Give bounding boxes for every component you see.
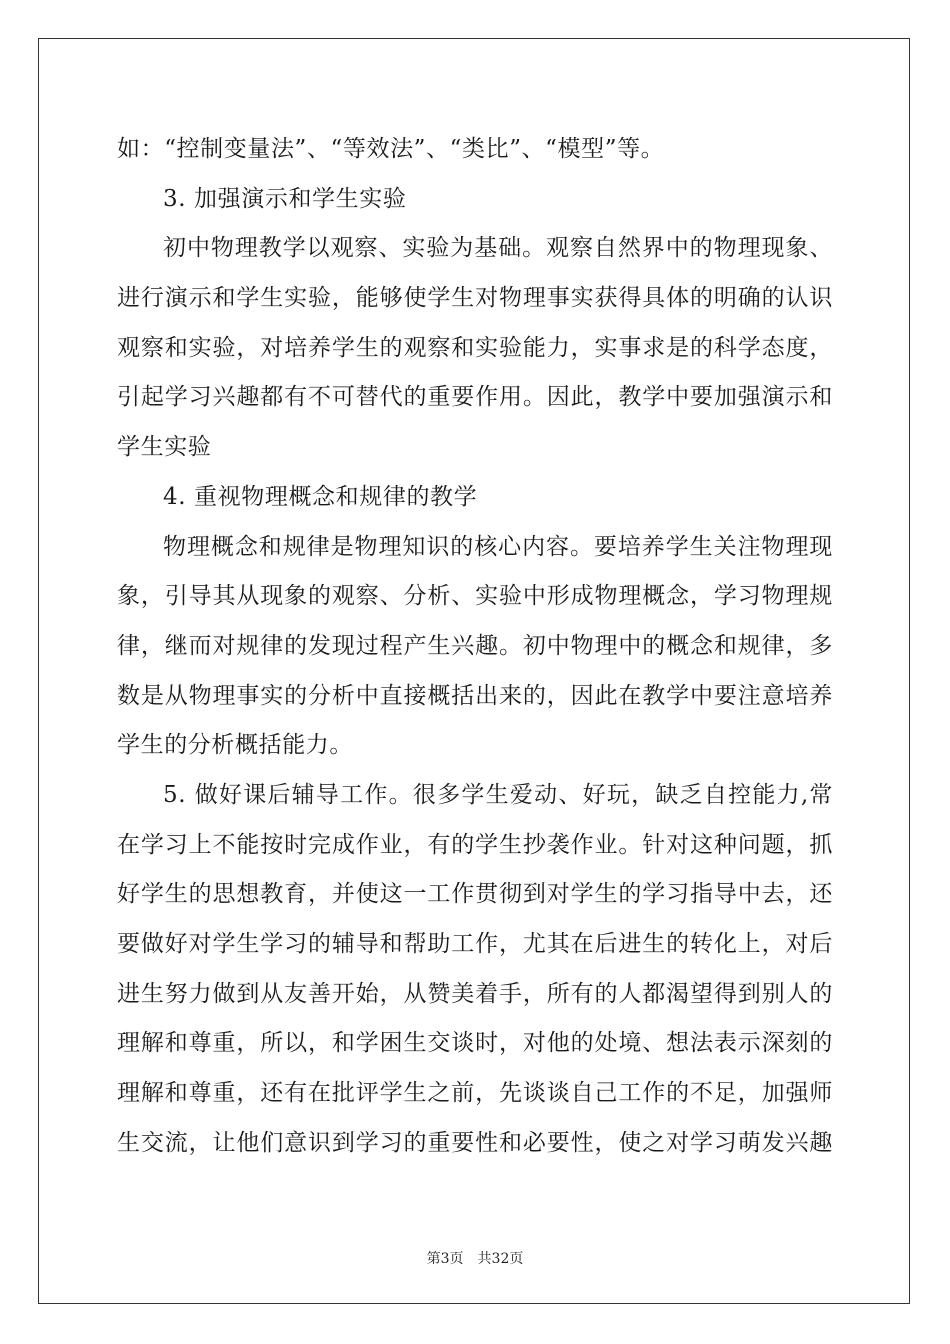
text-line: 理解和尊重，还有在批评学生之前，先谈谈自己工作的不足，加强师 bbox=[117, 1080, 833, 1107]
text-line: 要做好对学生学习的辅导和帮助工作，尤其在后进生的转化上，对后 bbox=[117, 931, 833, 957]
text-line: 物理概念和规律是物理知识的核心内容。要培养学生关注物理现 bbox=[163, 533, 833, 560]
section-heading-4: 4. 重视物理概念和规律的教学 bbox=[163, 483, 478, 510]
text-line: 引起学习兴趣都有不可替代的重要作用。因此，教学中要加强演示和 bbox=[117, 384, 833, 411]
page-footer bbox=[0, 1248, 950, 1268]
text-line: 在学习上不能按时完成作业，有的学生抄袭作业。针对这种问题，抓 bbox=[117, 831, 833, 858]
text-line: 生交流，让他们意识到学习的重要性和必要性，使之对学习萌发兴趣 bbox=[117, 1129, 833, 1156]
text-line: 学生的分析概括能力。 bbox=[117, 732, 353, 759]
text-line: 进行演示和学生实验，能够使学生对物理事实获得具体的明确的认识 bbox=[117, 285, 833, 312]
section-heading-5: 5. 做好课后辅导工作。很多学生爱动、好玩，缺乏自控能力,常 bbox=[163, 781, 833, 808]
text-line: 数是从物理事实的分析中直接概括出来的，因此在教学中要注意培养 bbox=[117, 682, 833, 709]
text-line: 如：“控制变量法”、“等效法”、“类比”、“模型”等。 bbox=[117, 136, 665, 162]
text-line: 进生努力做到从友善开始，从赞美着手，所有的人都渴望得到别人的 bbox=[117, 980, 833, 1007]
document-body bbox=[117, 125, 833, 1168]
text-line: 观察和实验，对培养学生的观察和实验能力，实事求是的科学态度， bbox=[117, 334, 833, 361]
text-line: 初中物理教学以观察、实验为基础。观察自然界中的物理现象、 bbox=[163, 235, 833, 262]
text-line: 学生实验 bbox=[117, 434, 212, 461]
text-line: 象，引导其从现象的观察、分析、实验中形成物理概念，学习物理规 bbox=[117, 583, 833, 610]
text-line: 律，继而对规律的发现过程产生兴趣。初中物理中的概念和规律，多 bbox=[117, 632, 833, 659]
section-heading-3: 3. 加强演示和学生实验 bbox=[163, 185, 407, 212]
page-number: 第3页 bbox=[426, 1251, 464, 1267]
page-total: 共32页 bbox=[477, 1251, 524, 1267]
text-line: 好学生的思想教育，并使这一工作贯彻到对学生的学习指导中去，还 bbox=[117, 881, 833, 908]
text-line: 理解和尊重，所以，和学困生交谈时，对他的处境、想法表示深刻的 bbox=[117, 1030, 833, 1057]
